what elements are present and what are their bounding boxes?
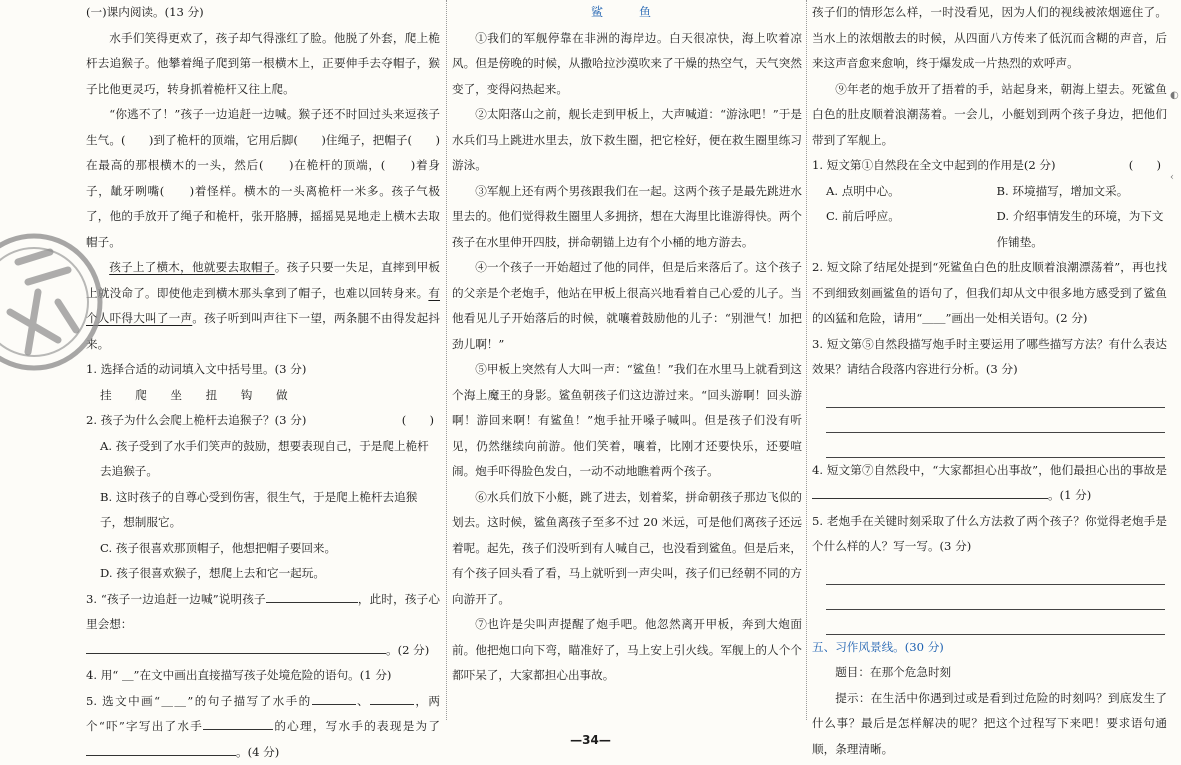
binding-mark-icon: ◐	[1170, 90, 1179, 101]
verb-choices: 挂 爬 坐 扭 钩 做	[86, 383, 440, 409]
stamp-seal-icon	[0, 212, 108, 392]
question-2-text: 2. 孩子为什么会爬上桅杆去追猴子？(3 分)	[86, 413, 306, 427]
question-1: 1. 选择合适的动词填入文中括号里。(3 分)	[86, 357, 440, 383]
answer-blank[interactable]	[266, 590, 358, 603]
binding-mark-icon: ‹	[1170, 172, 1174, 183]
passage-paragraph: ②太阳落山之前，舰长走到甲板上，大声喊道：“游泳吧！”于是水兵们马上跳进水里去，放下救生圈，把它栓好，便在救生圈里练习游泳。	[452, 102, 802, 179]
option-d: D. 孩子很喜欢猴子，想爬上去和它一起玩。	[86, 561, 440, 587]
page-number: —34—	[0, 733, 1181, 747]
question-1-text: 1. 短文第①自然段在全文中起到的作用是(2 分)	[812, 158, 1056, 172]
question-3-points: 。(2 分)	[386, 643, 429, 657]
answer-line[interactable]	[826, 408, 1165, 433]
underlined-sentence: 孩子上了横木，他就要去取帽子	[109, 260, 275, 274]
option-b: B. 环境描写，增加文采。	[997, 179, 1168, 205]
story-text: 。孩子只要一失足，直摔到甲板上就没命了。即使他走到横木那头拿到了帽子，也难以回转身来。	[86, 260, 440, 300]
question-4-text: 4. 短文第⑦自然段中，“大家都担心出事故”，他们最担心出的事故是	[812, 463, 1167, 477]
question-4	[812, 458, 1167, 509]
question-3	[86, 587, 440, 664]
passage-paragraph: ①我们的军舰停靠在非洲的海岸边。白天很凉快，海上吹着凉风。但是傍晚的时候，从撒哈拉沙漠吹来了干燥的热空气，天气突然变了，变得闷热起来。	[452, 26, 802, 103]
section-heading: (一)课内阅读。(13 分)	[86, 0, 440, 26]
passage-paragraph: ③军舰上还有两个男孩跟我们在一起。这两个孩子是最先跳进水里去的。他们觉得救生圈里人多拥挤，想在大海里比谁游得快。两个孩子在水里伸开四肢，拼命朝锚上边有个小桶的地方游去。	[452, 179, 802, 256]
story-paragraph: “你逃不了！”孩子一边追赶一边喊。猴子还不时回过头来逗孩子生气。( )到了桅杆的顶端，它用后脚( )住绳子，把帽子( )在最高的那根横木的一头，然后( )在桅杆的顶端，( )着身子，龇牙咧嘴( )着怪样。横木的一头离桅杆一米多。孩子气极了，他的手放开了绳子和桅杆，张开胳膊，摇摇晃晃地走上横木去取帽子。	[86, 102, 440, 255]
options-row	[812, 179, 1167, 205]
question-5-text: 5. 选文中画“＿＿”的句子描写了水手的	[86, 694, 312, 708]
option-d: D. 介绍事情发生的环境，为下文作铺垫。	[997, 204, 1168, 255]
answer-bracket[interactable]: ( )	[1129, 153, 1161, 179]
middle-column	[452, 0, 802, 730]
section-five-heading: 五、习作风景线。(30 分)	[812, 635, 1167, 661]
question-5-text-b: ，两个“吓”字写出了水手	[86, 694, 440, 734]
question-4: 4. 用“ ＿”在文中画出直接描写孩子处境危险的语句。(1 分)	[86, 663, 440, 689]
column-divider	[806, 0, 807, 720]
underlined-sentence: 有个人吓得大叫了一声	[86, 286, 440, 326]
option-b: B. 这时孩子的自尊心受到伤害，很生气，于是爬上桅杆去追猴子，想制服它。	[86, 485, 440, 536]
question-5-text-c: 的心理，写水手的表现是为了	[273, 719, 440, 733]
answer-blank[interactable]	[812, 486, 1048, 499]
column-divider	[446, 0, 447, 720]
story-text: 孩子听到叫声往下一望，两条腿不由得发起抖来。	[86, 311, 440, 351]
answer-line[interactable]	[826, 433, 1165, 458]
passage-paragraph: ⑥水兵们放下小艇，跳了进去，划着桨，拼命朝孩子那边飞似的划去。这时候，鲨鱼离孩子至多不过 20 米远，可是他们离孩子还远着呢。起先，孩子们没听到有人喊自己，也没看到鲨鱼。但是后来，有个孩子回头看了看，马上就听到一声尖叫，孩子们已经朝不同的方向游开了。	[452, 485, 802, 613]
question-3-text: 3. “孩子一边追赶一边喊”说明孩子	[86, 592, 266, 606]
question-4-points: 。(1 分)	[1048, 488, 1091, 502]
answer-blank[interactable]	[370, 692, 414, 705]
question-5: 5. 老炮手在关键时刻采取了什么方法救了两个孩子？你觉得老炮手是个什么样的人？写一写。(3 分)	[812, 509, 1167, 560]
answer-blank[interactable]	[203, 717, 273, 730]
passage-paragraph: 孩子们的情形怎么样，一时没看见，因为人们的视线被浓烟遮住了。当水上的浓烟散去的时候，从四面八方传来了低沉而含糊的声音，后来这声音愈来愈响，终于爆发成一片热烈的欢呼声。	[812, 0, 1167, 77]
answer-bracket[interactable]: ( )	[402, 408, 434, 434]
question-5-points: 。(4 分)	[236, 745, 279, 759]
passage-paragraph: ④一个孩子一开始超过了他的同伴，但是后来落后了。这个孩子的父亲是个老炮手，他站在甲板上很高兴地看着自己心爱的儿子。当他看见儿子开始落后的时候，就嚷着鼓励他的儿子：“别泄气！加把劲儿啊！”	[452, 255, 802, 357]
question-2	[86, 408, 440, 434]
answer-blank[interactable]	[312, 692, 356, 705]
option-a: A. 孩子受到了水手们笑声的鼓励，想要表现自己，于是爬上桅杆去追猴子。	[86, 434, 440, 485]
passage-paragraph: ⑨年老的炮手放开了捂着的手，站起身来，朝海上望去。死鲨鱼白色的肚皮顺着浪潮荡着。一会儿，小艇划到两个孩子身边，把他们带到了军舰上。	[812, 77, 1167, 154]
story-paragraph: 孩子上了横木，他就要去取帽子。孩子只要一失足，直摔到甲板上就没命了。即使他走到横木那头拿到了帽子，也难以回转身来。有个人吓得大叫了一声。孩子听到叫声往下一望，两条腿不由得发起抖来。	[86, 255, 440, 357]
option-c: C. 孩子很喜欢那顶帽子，他想把帽子要回来。	[86, 536, 440, 562]
option-c: C. 前后呼应。	[826, 204, 997, 255]
question-3-text-b: ，此时，孩子心里会想：	[86, 592, 440, 632]
passage-title: 鲨 鱼	[452, 0, 802, 26]
right-column	[812, 0, 1167, 730]
option-a: A. 点明中心。	[826, 179, 997, 205]
question-5: 5. 选文中画“＿＿”的句子描写了水手的 、 ，两个“吓”字写出了水手 的心理，写水手的表现是为了。(4 分)	[86, 689, 440, 765]
question-2: 2. 短文除了结尾处提到“死鲨鱼白色的肚皮顺着浪潮漂荡着”，再也找不到细致刻画鲨鱼的语句了，但我们却从文中很多地方感受到了鲨鱼的凶猛和危险，请用“＿＿”画出一处相关语句。(2 分)	[812, 255, 1167, 332]
question-3: 3. 短文第⑤自然段描写炮手时主要运用了哪些描写方法？有什么表达效果？请结合段落内容进行分析。(3 分)	[812, 332, 1167, 383]
options-row	[812, 204, 1167, 255]
passage-paragraph: ⑦也许是尖叫声提醒了炮手吧。他忽然离开甲板，奔到大炮面前。他把炮口向下弯，瞄准好了，马上安上引火线。军舰上的人个个都吓呆了，大家都担心出事故。	[452, 612, 802, 689]
answer-line[interactable]	[826, 610, 1165, 635]
left-column	[86, 0, 440, 730]
question-1	[812, 153, 1167, 179]
story-paragraph: 水手们笑得更欢了，孩子却气得涨红了脸。他脱了外套，爬上桅杆去追猴子。他攀着绳子爬到第一根横木上，正要伸手去夺帽子，猴子比他更灵巧，转身抓着桅杆又往上爬。	[86, 26, 440, 103]
answer-line[interactable]	[826, 560, 1165, 585]
passage-paragraph: ⑤甲板上突然有人大叫一声：“鲨鱼！”我们在水里马上就看到这个海上魔王的身影。鲨鱼朝孩子们这边游过来。“回头游啊！回头游啊！游回来啊！有鲨鱼！”炮手扯开嗓子喊叫。但是孩子们没有听见，仍然继续向前游。他们笑着，嚷着，比刚才还要快乐，还要喧闹。炮手吓得脸色发白，一动不动地瞧着两个孩子。	[452, 357, 802, 485]
essay-topic: 题目：在那个危急时刻	[812, 660, 1167, 686]
answer-line[interactable]	[826, 383, 1165, 408]
essay-hint: 提示：在生活中你遇到过或是看到过危险的时刻吗？到底发生了什么事？最后是怎样解决的呢？把这个过程写下来吧！要求语句通顺，条理清晰。	[812, 686, 1167, 763]
answer-blank[interactable]	[86, 641, 386, 654]
answer-line[interactable]	[826, 585, 1165, 610]
